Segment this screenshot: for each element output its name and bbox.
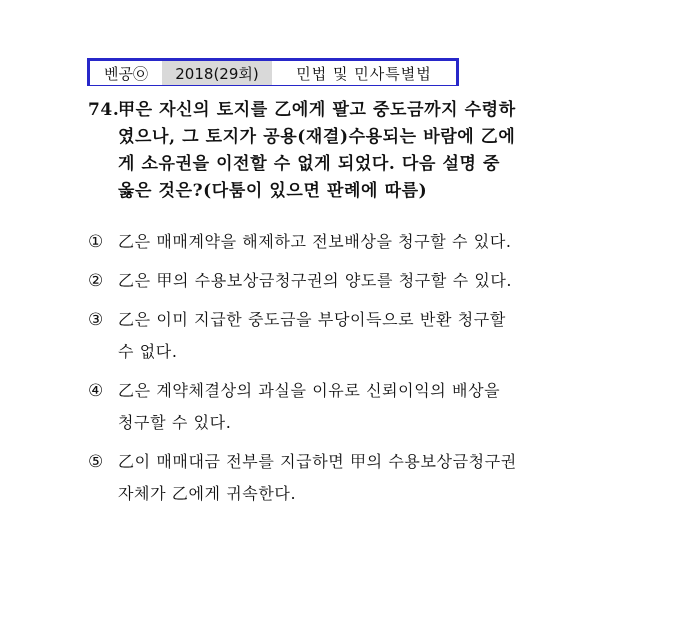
question-text: 게 소유권을 이전할 수 없게 되었다. 다음 설명 중: [118, 154, 501, 174]
choice-marker: ②: [88, 271, 104, 291]
answer-choices: [88, 226, 608, 517]
answer-choice-1[interactable]: [88, 226, 608, 258]
choice-text: 乙이 매매대금 전부를 지급하면 甲의 수용보상금청구권: [118, 452, 517, 471]
question-stem: [88, 97, 608, 205]
choice-marker: ⑤: [88, 452, 104, 472]
choice-text: 자체가 乙에게 귀속한다.: [118, 484, 297, 503]
answer-choice-4[interactable]: [88, 375, 608, 439]
answer-choice-2[interactable]: [88, 265, 608, 297]
question-text: 옳은 것은?(다툼이 있으면 판례에 따름): [118, 181, 428, 201]
choice-text: 乙은 甲의 수용보상금청구권의 양도를 청구할 수 있다.: [118, 271, 513, 290]
question-line: [88, 151, 608, 178]
question-text: 였으나, 그 토지가 공용(재결)수용되는 바람에 乙에: [118, 127, 516, 147]
exam-header: [87, 58, 459, 86]
answer-choice-3[interactable]: [88, 304, 608, 368]
choice-marker: ①: [88, 232, 104, 252]
choice-text: 청구할 수 있다.: [118, 413, 232, 432]
choice-marker: ④: [88, 381, 104, 401]
question-line: [88, 178, 608, 205]
choice-text: 수 없다.: [118, 342, 178, 361]
header-brand: 벤공㉧: [90, 61, 162, 85]
question-number: 74.: [88, 100, 120, 120]
header-exam-year: 2018(29회): [162, 61, 272, 85]
choice-marker: ③: [88, 310, 104, 330]
question-line: [88, 124, 608, 151]
choice-text: 乙은 계약체결상의 과실을 이유로 신뢰이익의 배상을: [118, 381, 501, 400]
choice-text: 乙은 매매계약을 해제하고 전보배상을 청구할 수 있다.: [118, 232, 512, 251]
question-text: 甲은 자신의 토지를 乙에게 팔고 중도금까지 수령하: [118, 100, 516, 120]
choice-text: 乙은 이미 지급한 중도금을 부당이득으로 반환 청구할: [118, 310, 506, 329]
question-line: [88, 97, 608, 124]
header-subject: 민법 및 민사특별법: [272, 61, 456, 85]
answer-choice-5[interactable]: [88, 446, 608, 510]
